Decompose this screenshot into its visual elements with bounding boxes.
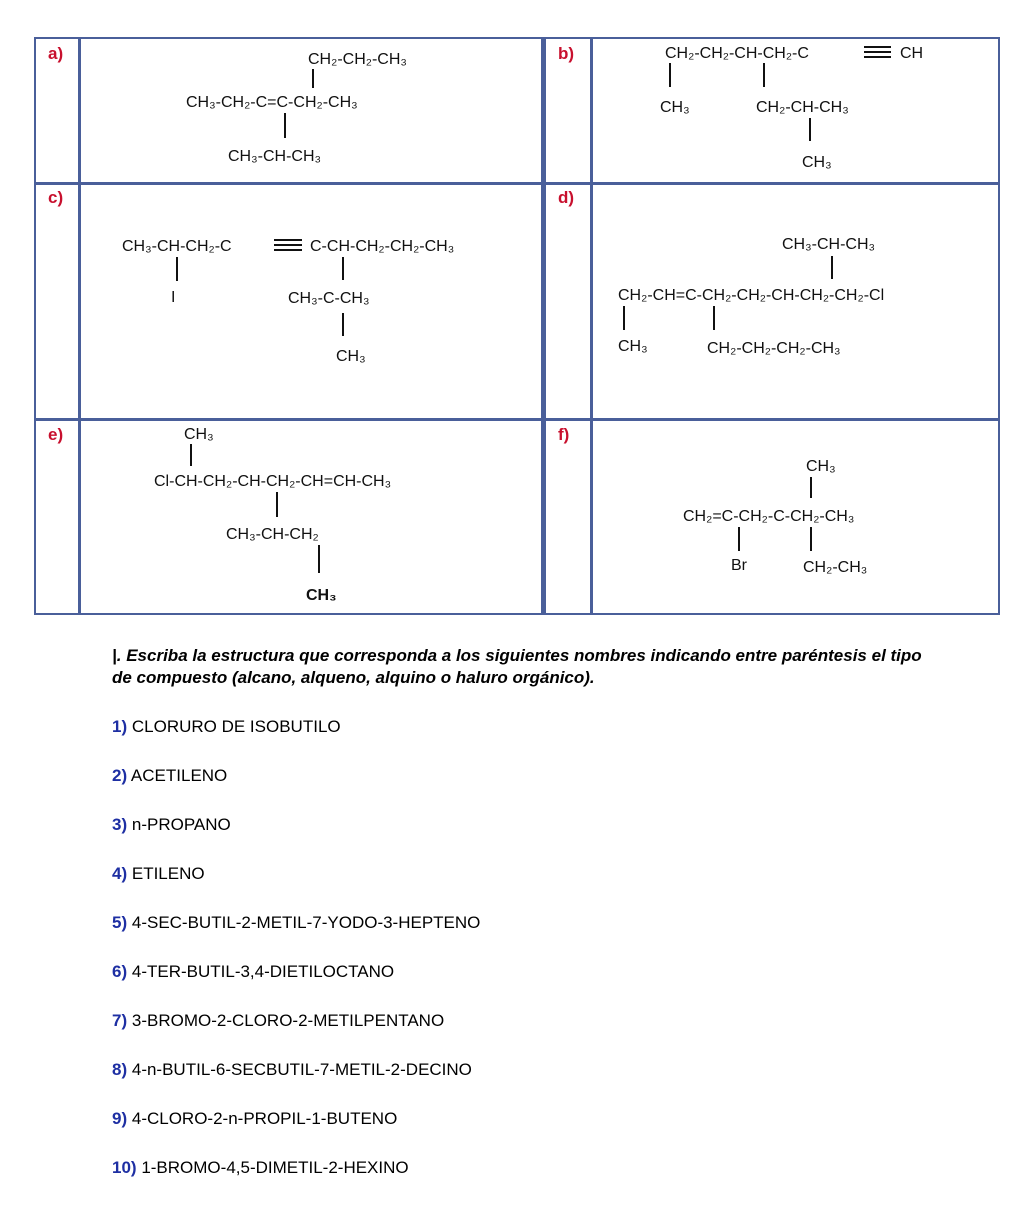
- formula-e-line-4: CH₃: [306, 587, 337, 604]
- formula-d-line-3: CH₃: [618, 338, 648, 355]
- formula-e-line-1: CH₃: [184, 426, 214, 443]
- list-item: [112, 962, 394, 982]
- list-item: [112, 1060, 472, 1080]
- panel-label-c: c): [48, 188, 64, 207]
- list-item: [112, 1109, 397, 1129]
- formula-b-line-5: CH₃: [802, 154, 832, 171]
- formula-c-line-3: I: [171, 289, 176, 306]
- item-number: 5): [112, 913, 128, 932]
- formula-d-line-2: CH₂-CH=C-CH₂-CH₂-CH-CH₂-CH₂-Cl: [618, 287, 885, 304]
- formula-b-line-1: CH₂-CH₂-CH-CH₂-C: [665, 45, 809, 62]
- list-item: [112, 864, 205, 884]
- item-name: 4-CLORO-2-n-PROPIL-1-BUTENO: [131, 1109, 398, 1128]
- item-name: 4-TER-BUTIL-3,4-DIETILOCTANO: [131, 962, 395, 981]
- formula-b-line-4: CH₂-CH-CH₃: [756, 99, 849, 116]
- list-item: [112, 1158, 409, 1178]
- formula-c-line-5: CH₃: [336, 348, 366, 365]
- formula-d: [618, 236, 884, 357]
- item-number: 4): [112, 864, 128, 883]
- item-number: 8): [112, 1060, 128, 1079]
- formula-b-line-3: CH₃: [660, 99, 690, 116]
- formula-f-line-2: CH₂=C-CH₂-C-CH₂-CH₃: [683, 508, 855, 525]
- panel-label-d: d): [558, 188, 575, 207]
- formula-c-line-2: C-CH-CH₂-CH₂-CH₃: [310, 238, 455, 255]
- formula-a-line-2: CH₃-CH₂-C=C-CH₂-CH₃: [186, 94, 358, 111]
- item-name: n-PROPANO: [131, 815, 231, 834]
- item-name: 1-BROMO-4,5-DIMETIL-2-HEXINO: [141, 1158, 409, 1177]
- item-name: 4-SEC-BUTIL-2-METIL-7-YODO-3-HEPTENO: [131, 913, 481, 932]
- formula-d-line-4: CH₂-CH₂-CH₂-CH₃: [707, 340, 841, 357]
- formula-a-line-1: CH₂-CH₂-CH₃: [308, 51, 407, 68]
- item-name: ACETILENO: [130, 766, 228, 785]
- formula-e-line-3: CH₃-CH-CH₂: [226, 526, 319, 543]
- item-name: ETILENO: [131, 864, 205, 883]
- item-name: 4-n-BUTIL-6-SECBUTIL-7-METIL-2-DECINO: [131, 1060, 472, 1079]
- panel-label-f: f): [558, 425, 570, 444]
- formula-f-line-3: Br: [731, 557, 747, 574]
- item-number: 6): [112, 962, 128, 981]
- list-item: [112, 815, 231, 835]
- formula-c: [122, 238, 454, 365]
- formula-e: [154, 426, 391, 604]
- formula-f-line-1: CH₃: [806, 458, 836, 475]
- list-item: [112, 1011, 444, 1031]
- list-item: [112, 717, 341, 737]
- formula-c-line-4: CH₃-C-CH₃: [288, 290, 370, 307]
- formula-b-line-2: CH: [900, 45, 924, 62]
- instruction-text: Escriba la estructura que corresponda a los siguientes nombres indicando entre paréntesis el tipo de compuesto (alcano, alqueno, alquino o haluro orgánico).: [112, 646, 922, 687]
- list-item: [112, 913, 480, 933]
- item-number: 7): [112, 1011, 128, 1030]
- instruction-marker: |.: [112, 646, 122, 665]
- item-number: 3): [112, 815, 128, 834]
- panel-label-b: b): [558, 44, 575, 63]
- item-number: 10): [112, 1158, 137, 1177]
- panel-label-a: a): [48, 44, 64, 63]
- list-item: [112, 766, 227, 786]
- formula-e-line-2: Cl-CH-CH₂-CH-CH₂-CH=CH-CH₃: [154, 473, 392, 490]
- panel-label-e: e): [48, 425, 64, 444]
- formula-a-line-3: CH₃-CH-CH₃: [228, 148, 322, 165]
- item-name: CLORURO DE ISOBUTILO: [131, 717, 341, 736]
- formula-a: [186, 51, 407, 165]
- item-name: 3-BROMO-2-CLORO-2-METILPENTANO: [131, 1011, 445, 1030]
- formula-f-line-4: CH₂-CH₃: [803, 559, 868, 576]
- item-number: 2): [112, 766, 128, 785]
- formula-f: [683, 458, 867, 576]
- item-number: 1): [112, 717, 128, 736]
- formula-c-line-1: CH₃-CH-CH₂-C: [122, 238, 232, 255]
- formula-d-line-1: CH₃-CH-CH₃: [782, 236, 876, 253]
- instruction: [112, 645, 932, 689]
- formula-b: [660, 45, 923, 171]
- item-number: 9): [112, 1109, 128, 1128]
